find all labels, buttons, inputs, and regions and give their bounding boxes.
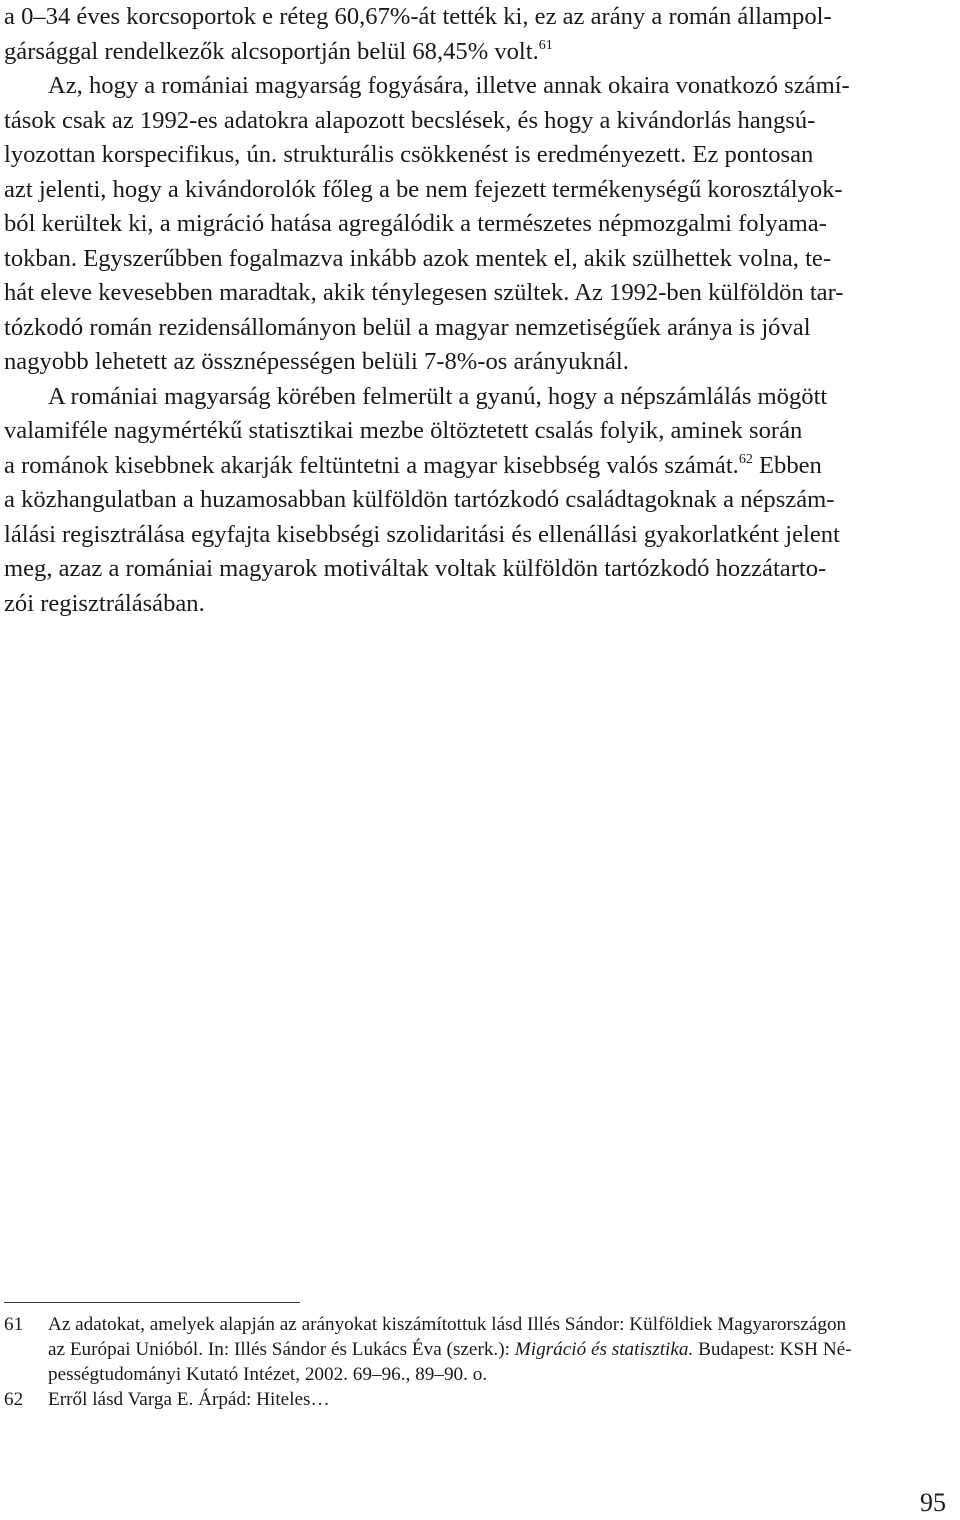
text-line: zói regisztrálásában. (4, 589, 205, 617)
text-line: meg, azaz a romániai magyarok motiváltak voltak külföldön tartózkodó hozzátarto- (4, 555, 827, 582)
footnote-62: 62 Erről lásd Varga E. Árpád: Hiteles… (4, 1389, 330, 1410)
text-line: azt jelenti, hogy a kivándorolók főleg a be nem fejezett termékenységű korosztályok- (4, 175, 843, 203)
text-line: nagyobb lehetett az össznépességen belüli 7-8%-os arányuknál. (4, 348, 629, 375)
page-number: 95 (920, 1488, 946, 1517)
text-line: a 0–34 éves korcsoportok e réteg 60,67%-át tették ki, ez az arány a román állampol- (4, 3, 832, 30)
footnote-number: 61 (4, 1314, 24, 1335)
text-line: a románok kisebbnek akarják feltüntetni a magyar kisebbség valós számát.$^{62}$ Ebben (4, 451, 822, 479)
footnote-number: 62 (4, 1389, 24, 1410)
text-line: tokban. Egyszerűbben fogalmazva inkább azok mentek el, akik szülhettek volna, te- (4, 244, 832, 272)
footnotes (4, 1312, 954, 1412)
paragraph-start-line: A romániai magyarság körében felmerült a gyanú, hogy a népszámlálás mögött (48, 382, 828, 410)
footnote-line: az Európai Unióból. In: Illés Sándor és Lukács Éva (szerk.): Migráció és statisztika. Budapest: KSH Né- (48, 1339, 852, 1360)
text-line: ból kerültek ki, a migráció hatása agregálódik a természetes népmozgalmi folyama- (4, 210, 827, 237)
footnote-ref-61[interactable]: 61 (538, 37, 553, 53)
book-title: Migráció és statisztika. (514, 1339, 694, 1360)
footnote-divider (4, 1302, 300, 1303)
footnote-line: pességtudományi Kutató Intézet, 2002. 69–96., 89–90. o. (48, 1364, 488, 1385)
body-text (4, 0, 950, 621)
footnote-ref-62[interactable]: 62 (738, 451, 753, 467)
text-line: hát eleve kevesebben maradtak, akik ténylegesen szültek. Az 1992-ben külföldön tar- (4, 279, 844, 306)
paragraph-start-line: Az, hogy a romániai magyarság fogyására, illetve annak okaira vonatkozó számí- (48, 72, 850, 99)
text-line: lálási regisztrálása egyfajta kisebbségi szolidaritási és ellenállási gyakorlatként jelent (4, 520, 840, 548)
text-line: valamiféle nagymértékű statisztikai mezbe öltöztetett csalás folyik, aminek során (4, 417, 803, 444)
text-line: tások csak az 1992-es adatokra alapozott becslések, és hogy a kivándorlás hangsú- (4, 106, 816, 134)
text-line: tózkodó román rezidensállományon belül a magyar nemzetiségűek aránya is jóval (4, 313, 811, 341)
text-line: gársággal rendelkezők alcsoportján belül 68,45% volt.$^{61}$ (4, 37, 553, 65)
footnote-61: 61 Az adatokat, amelyek alapján az arányokat kiszámítottuk lásd Illés Sándor: Külföldiek Magyarországon (4, 1314, 847, 1335)
text-line: lyozottan korspecifikus, ún. strukturális csökkenést is eredményezett. Ez pontosan (4, 141, 814, 168)
text-line: a közhangulatban a huzamosabban külföldön tartózkodó családtagoknak a népszám- (4, 486, 835, 513)
